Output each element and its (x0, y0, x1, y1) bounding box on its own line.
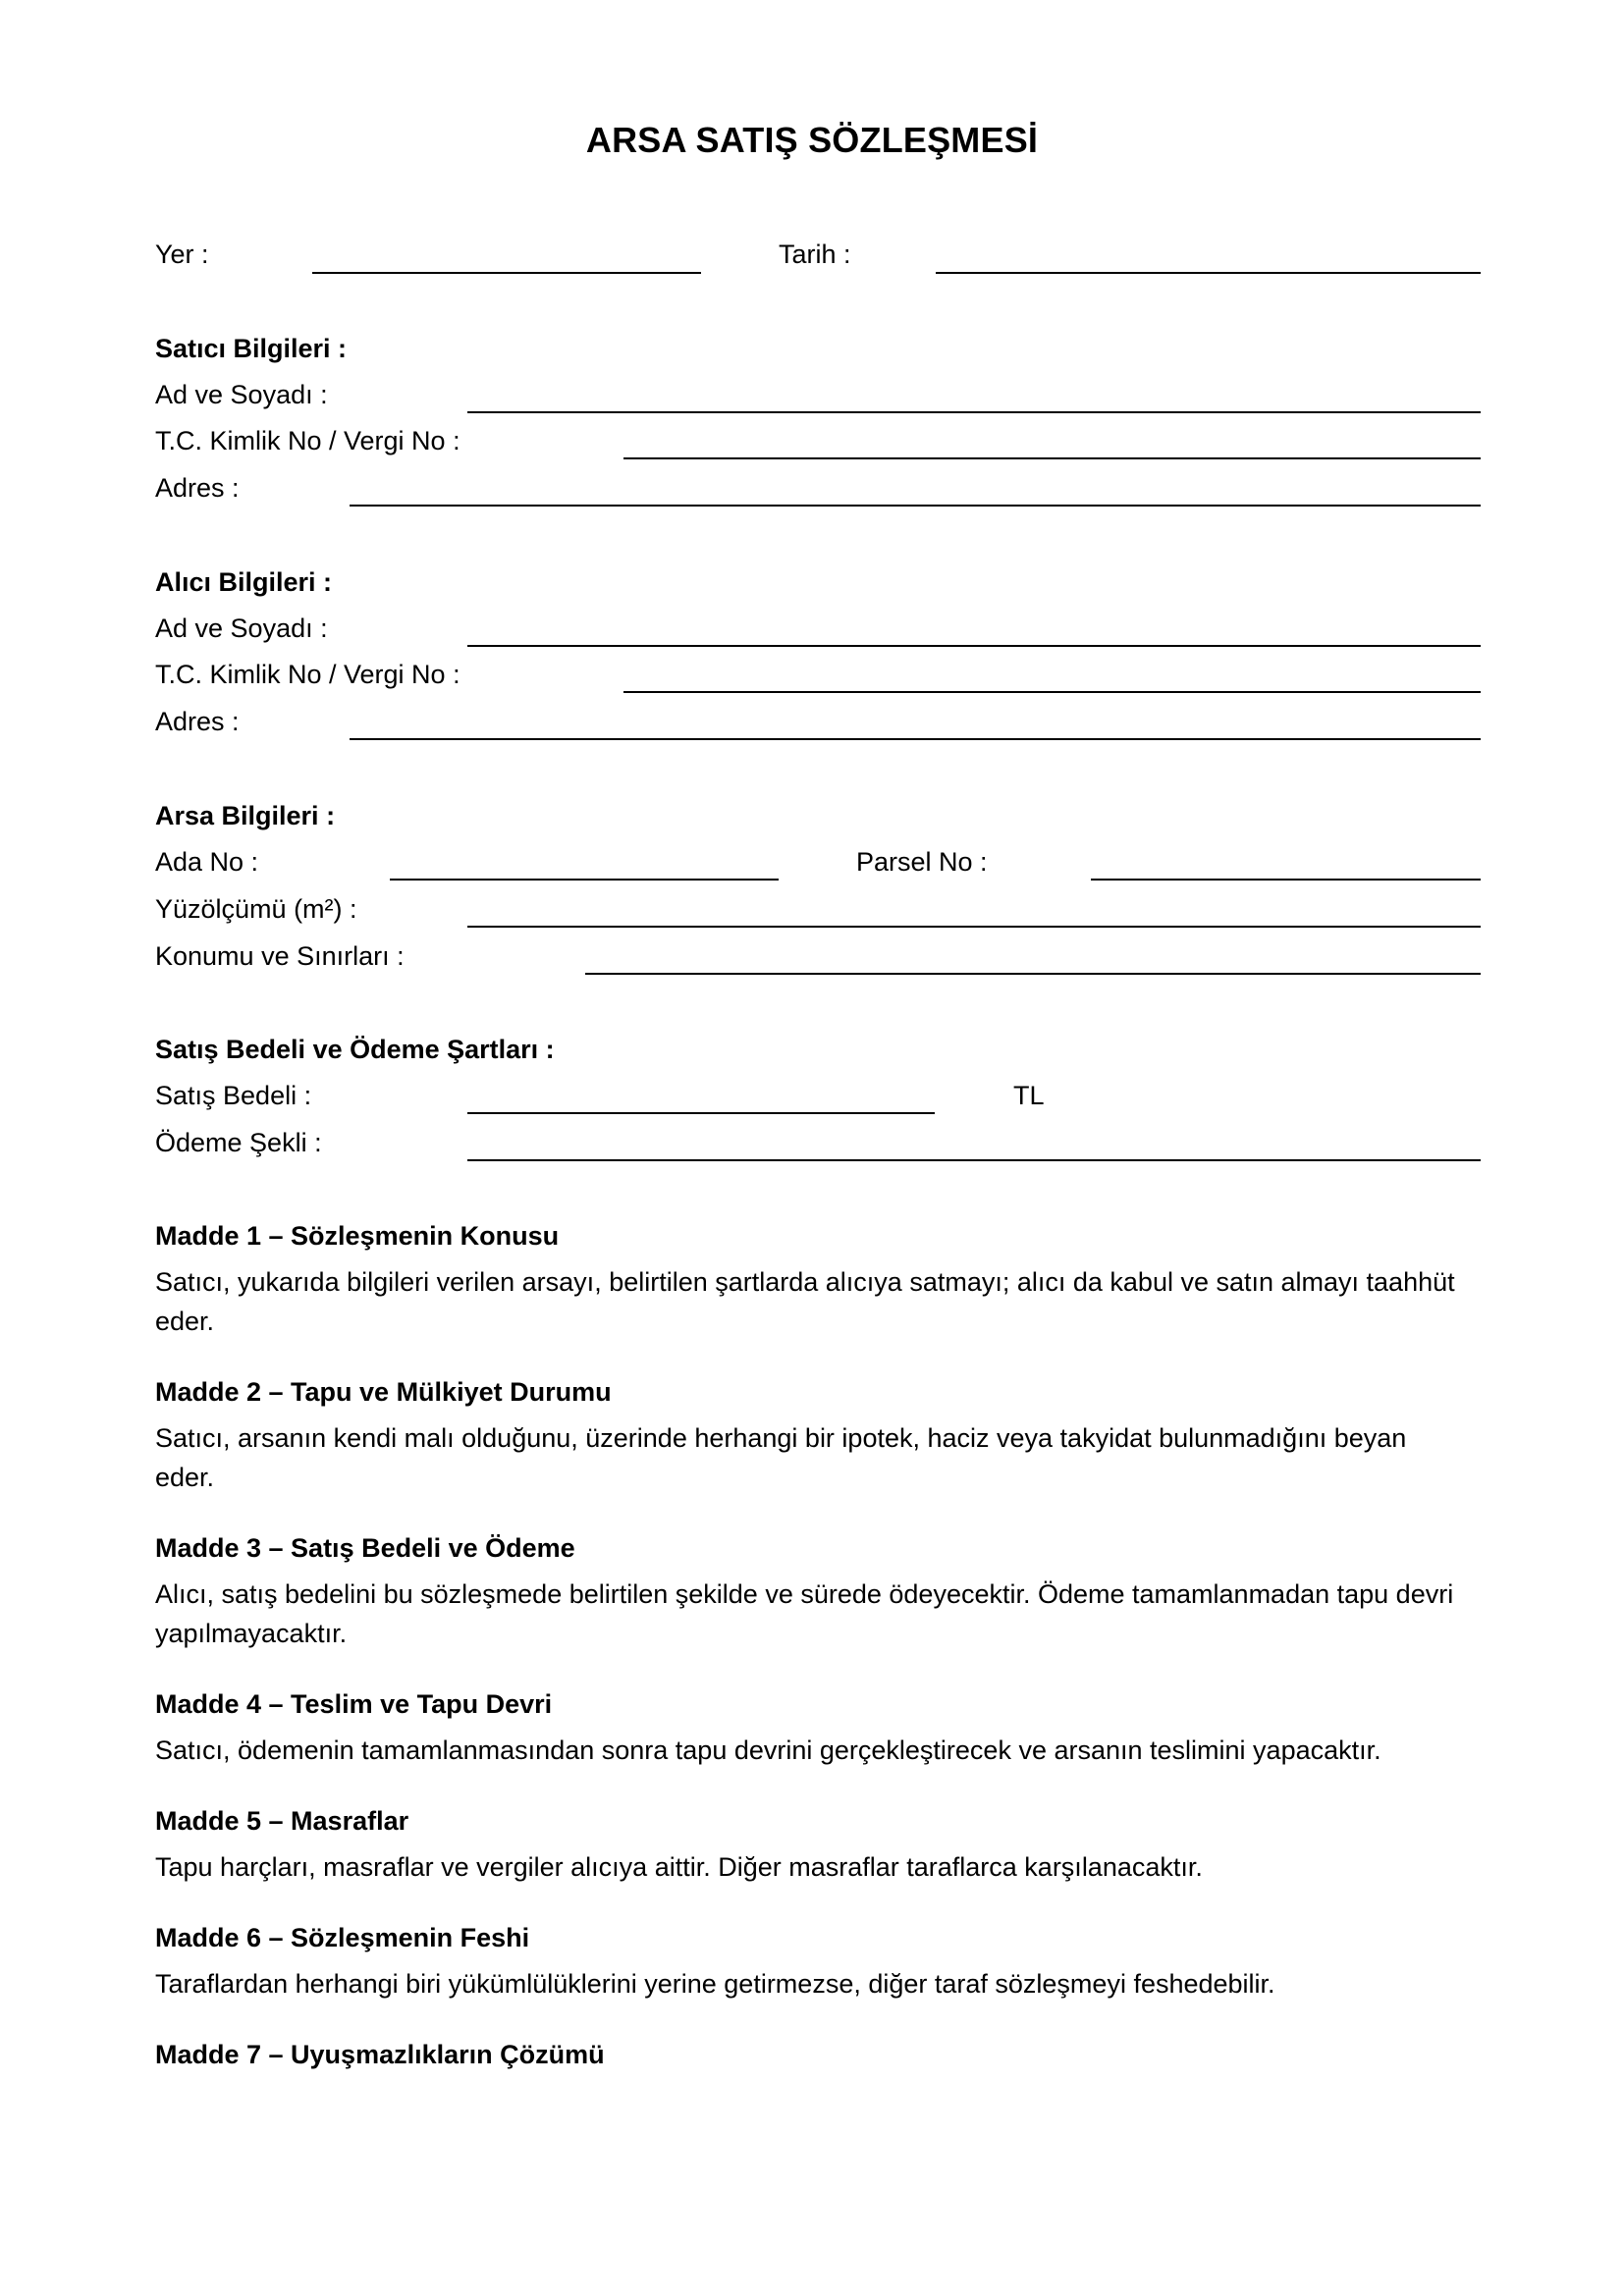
clause-6-title: Madde 6 – Sözleşmenin Feshi (155, 1923, 530, 1952)
buyer-address-field[interactable] (350, 738, 1481, 740)
payment-method-field[interactable] (467, 1159, 1481, 1161)
seller-address-label: Adres : (155, 473, 240, 503)
location-field[interactable] (585, 973, 1481, 975)
block-no-label: Ada No : (155, 847, 259, 877)
place-label: Yer : (155, 240, 209, 269)
seller-id-label: T.C. Kimlik No / Vergi No : (155, 426, 460, 455)
clause-5-title: Madde 5 – Masraflar (155, 1806, 409, 1836)
buyer-heading: Alıcı Bilgileri : (155, 567, 333, 597)
clause-1-title: Madde 1 – Sözleşmenin Konusu (155, 1221, 560, 1251)
clause-6-text: Taraflardan herhangi biri yükümlülüklerini yerine getirmezse, diğer taraf sözleşmeyi feshedebilir. (155, 1969, 1275, 1999)
clause-7-title: Madde 7 – Uyuşmazlıkların Çözümü (155, 2040, 605, 2069)
clause-4-text: Satıcı, ödemenin tamamlanmasından sonra tapu devrini gerçekleştirecek ve arsanın teslimini yapacaktır. (155, 1735, 1381, 1765)
buyer-id-field[interactable] (623, 691, 1481, 693)
price-field[interactable] (467, 1112, 935, 1114)
place-field[interactable] (312, 272, 701, 274)
buyer-name-label: Ad ve Soyadı : (155, 614, 328, 643)
clause-3-text: Alıcı, satış bedelini bu sözleşmede belirtilen şekilde ve sürede ödeyecektir. Ödeme tamamlanmadan tapu devri yapılmayacaktır. (155, 1579, 1454, 1648)
price-label: Satış Bedeli : (155, 1081, 312, 1110)
land-heading: Arsa Bilgileri : (155, 801, 336, 830)
clause-2-title: Madde 2 – Tapu ve Mülkiyet Durumu (155, 1377, 612, 1407)
parcel-no-label: Parsel No : (856, 847, 988, 877)
buyer-address-label: Adres : (155, 707, 240, 736)
area-field[interactable] (467, 926, 1481, 928)
buyer-name-field[interactable] (467, 645, 1481, 647)
area-label: Yüzölçümü (m²) : (155, 894, 357, 924)
block-no-field[interactable] (390, 879, 779, 881)
date-label: Tarih : (779, 240, 851, 269)
payment-heading: Satış Bedeli ve Ödeme Şartları : (155, 1035, 555, 1064)
clause-2-text: Satıcı, arsanın kendi malı olduğunu, üzerinde herhangi bir ipotek, haciz veya takyidat bulunmadığını beyan eder. (155, 1423, 1407, 1492)
clause-5-text: Tapu harçları, masraflar ve vergiler alıcıya aittir. Diğer masraflar taraflarca karşılanacaktır. (155, 1852, 1203, 1882)
clause-4-title: Madde 4 – Teslim ve Tapu Devri (155, 1689, 553, 1719)
date-field[interactable] (936, 272, 1481, 274)
seller-heading: Satıcı Bilgileri : (155, 334, 348, 363)
payment-method-label: Ödeme Şekli : (155, 1128, 322, 1157)
clause-3-title: Madde 3 – Satış Bedeli ve Ödeme (155, 1533, 575, 1563)
seller-address-field[interactable] (350, 505, 1481, 507)
clause-1-text: Satıcı, yukarıda bilgileri verilen arsayı, belirtilen şartlarda alıcıya satmayı; alıcı da kabul ve satın almayı taahhüt eder. (155, 1267, 1455, 1336)
buyer-id-label: T.C. Kimlik No / Vergi No : (155, 660, 460, 689)
seller-id-field[interactable] (623, 457, 1481, 459)
seller-name-field[interactable] (467, 411, 1481, 413)
currency-label: TL (1013, 1081, 1045, 1110)
location-label: Konumu ve Sınırları : (155, 941, 405, 971)
parcel-no-field[interactable] (1091, 879, 1481, 881)
seller-name-label: Ad ve Soyadı : (155, 380, 328, 409)
document-title: ARSA SATIŞ SÖZLEŞMESİ (585, 120, 1039, 160)
